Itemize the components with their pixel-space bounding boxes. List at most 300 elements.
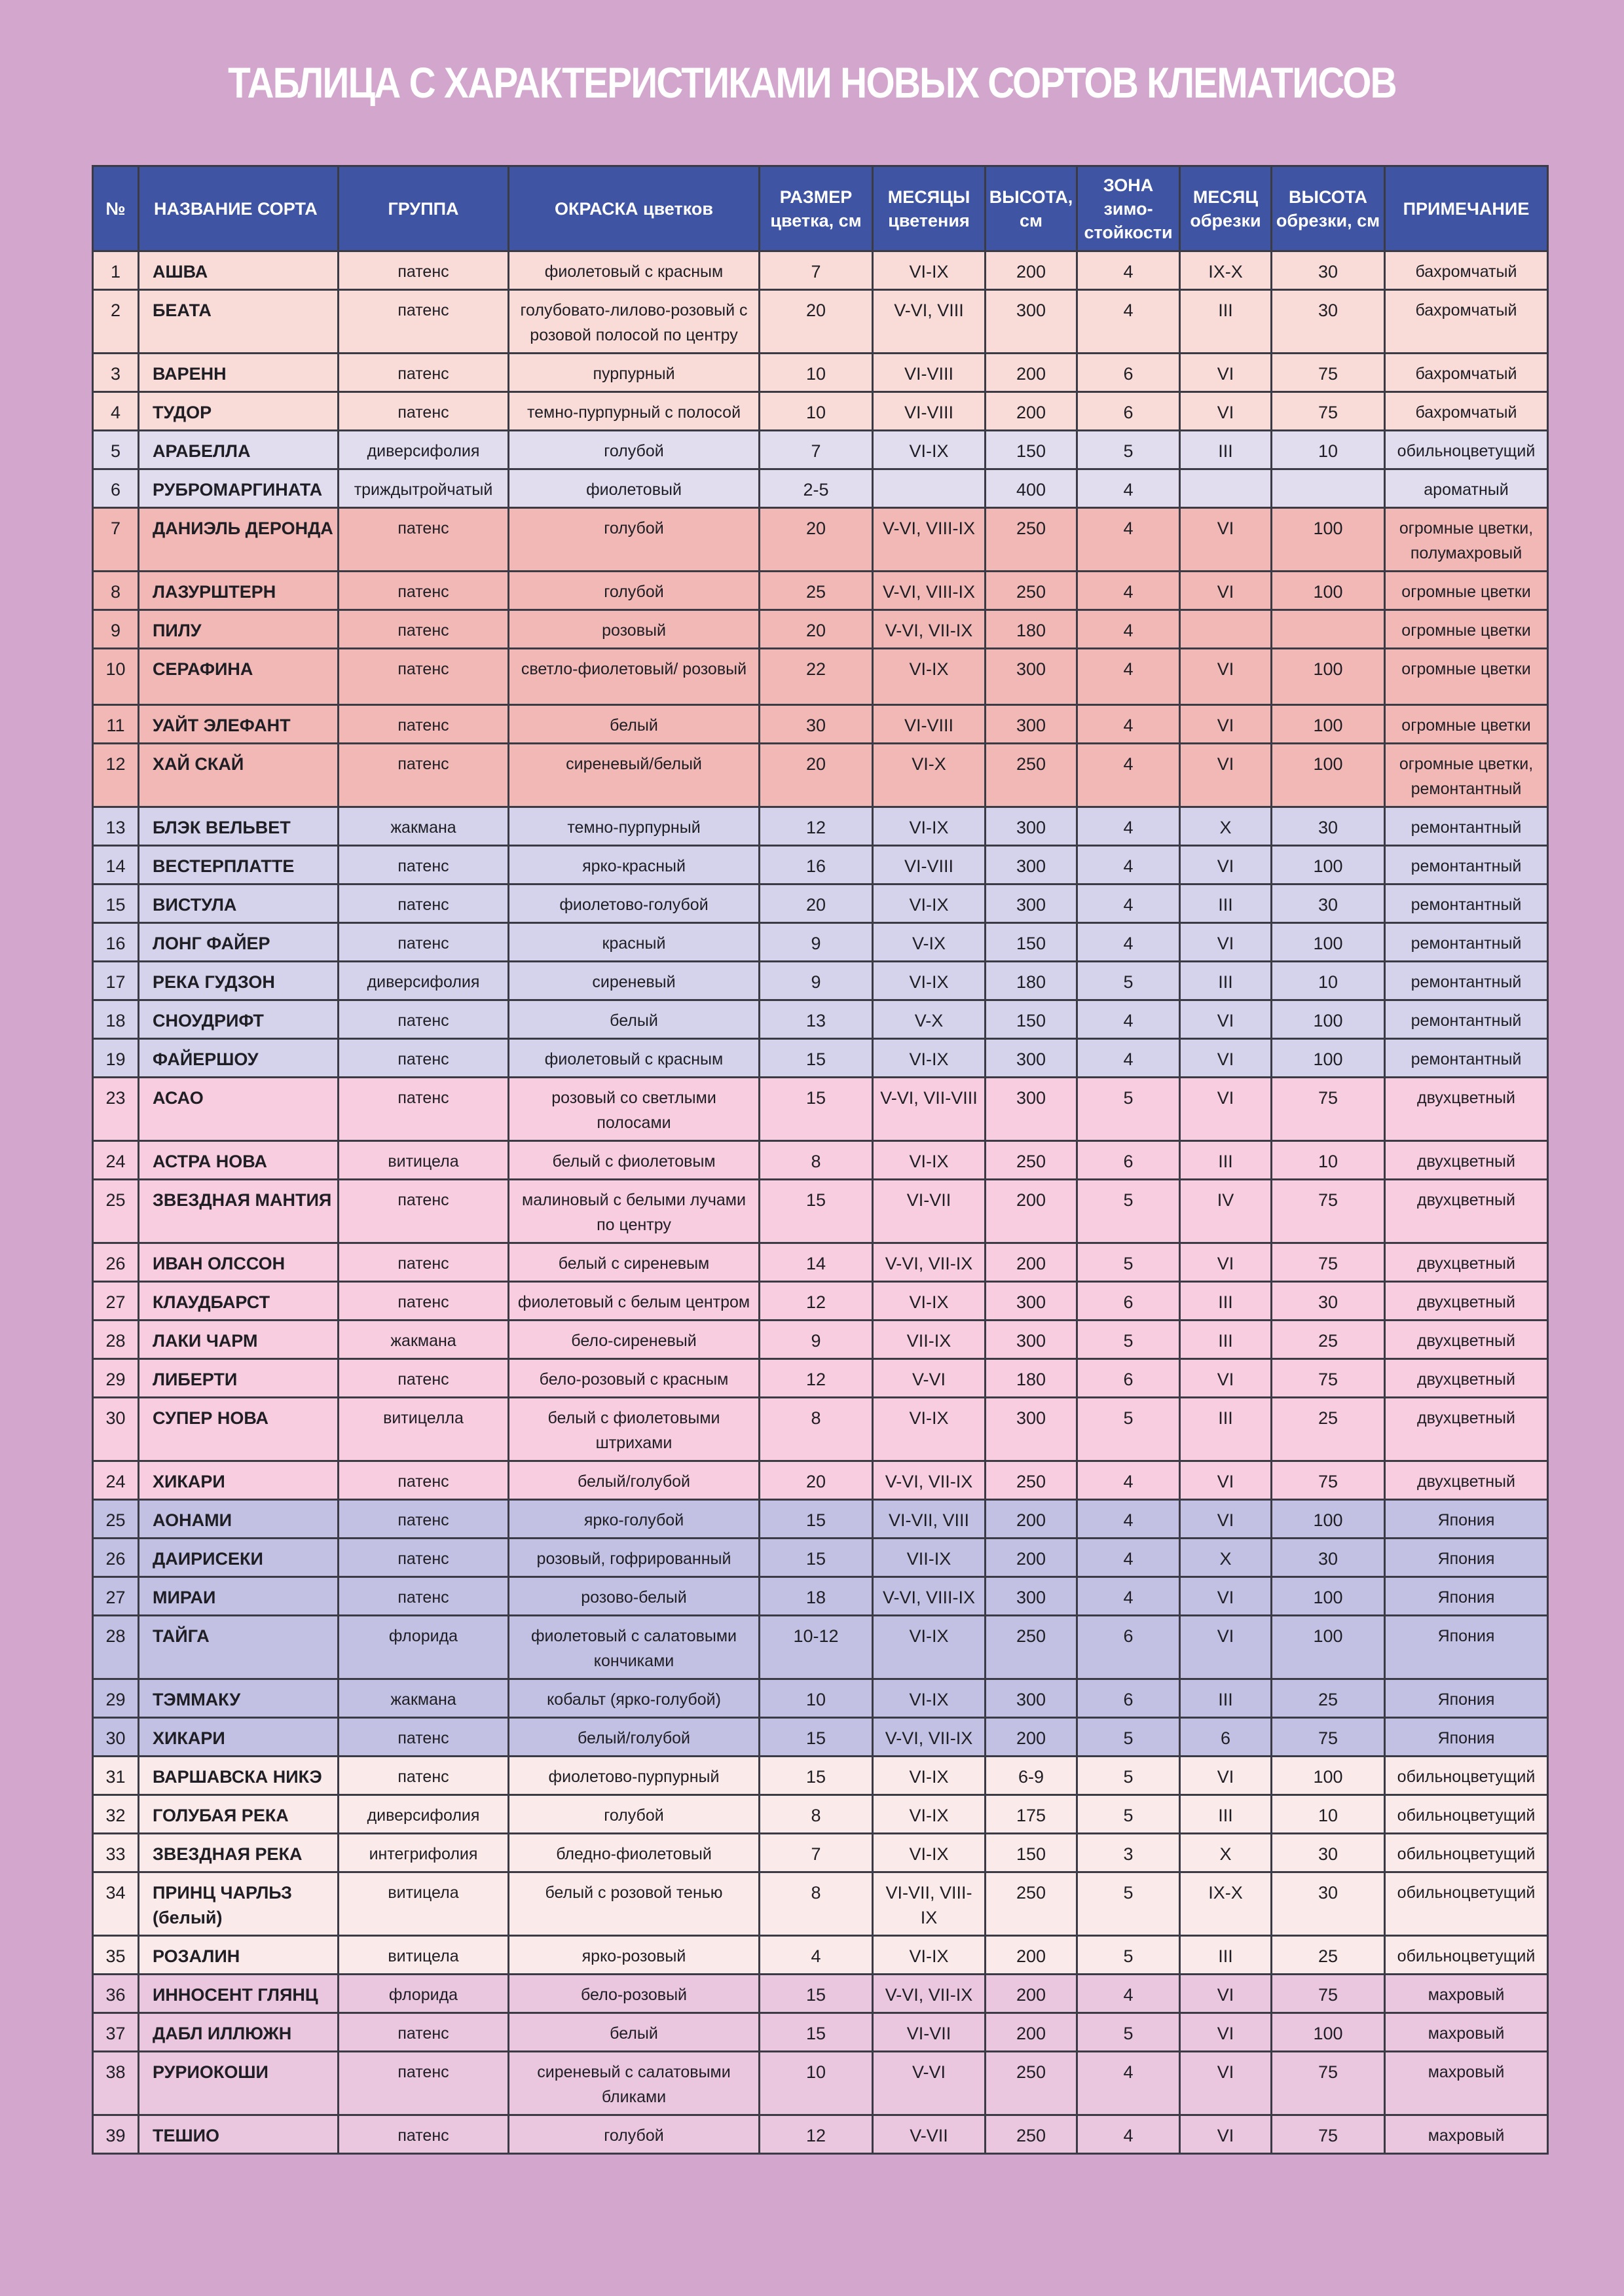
cell-hardiness-zone: 5: [1077, 1936, 1180, 1975]
cell-pruning-month: X: [1180, 1539, 1272, 1577]
cell-number: 2: [93, 290, 139, 354]
cell-flower-size: 12: [760, 807, 873, 846]
cell-bloom-months: VI-IX: [873, 1936, 986, 1975]
cell-hardiness-zone: 5: [1077, 2013, 1180, 2052]
cell-note: Япония: [1385, 1500, 1548, 1539]
cell-note: махровый: [1385, 2115, 1548, 2154]
cell-hardiness-zone: 4: [1077, 610, 1180, 649]
cell-group: патенс: [339, 290, 509, 354]
cell-hardiness-zone: 5: [1077, 1757, 1180, 1795]
cell-flower-size: 10: [760, 1679, 873, 1718]
cell-pruning-month: VI: [1180, 392, 1272, 431]
cell-note: обильноцветущий: [1385, 1795, 1548, 1834]
cell-height: 300: [986, 884, 1077, 923]
cell-flower-size: 18: [760, 1577, 873, 1616]
cell-bloom-months: VI-VIII: [873, 705, 986, 744]
clematis-table: [92, 165, 1549, 2155]
cell-number: 18: [93, 1000, 139, 1039]
cell-flower-size: 15: [760, 1500, 873, 1539]
cell-bloom-months: VI-IX: [873, 884, 986, 923]
table-row: [93, 1321, 1548, 1359]
cell-height: 200: [986, 1718, 1077, 1757]
table-row: [93, 962, 1548, 1000]
table-row: [93, 572, 1548, 610]
cell-group: патенс: [339, 1461, 509, 1500]
cell-hardiness-zone: 6: [1077, 1616, 1180, 1679]
cell-group: жакмана: [339, 807, 509, 846]
cell-number: 31: [93, 1757, 139, 1795]
column-header-bloom-months: МЕСЯЦЫ цветения: [873, 166, 986, 251]
cell-group: жакмана: [339, 1679, 509, 1718]
cell-pruning-month: III: [1180, 290, 1272, 354]
cell-hardiness-zone: 5: [1077, 1321, 1180, 1359]
table-row: [93, 649, 1548, 705]
table-row: [93, 705, 1548, 744]
cell-bloom-months: VI-VIII: [873, 846, 986, 884]
cell-hardiness-zone: 6: [1077, 1282, 1180, 1321]
cell-pruning-height: 100: [1272, 923, 1385, 962]
cell-bloom-months: V-VI: [873, 2052, 986, 2115]
cell-note: огромные цветки, полумахровый: [1385, 508, 1548, 572]
cell-hardiness-zone: 4: [1077, 2052, 1180, 2115]
cell-height: 300: [986, 705, 1077, 744]
cell-hardiness-zone: 6: [1077, 392, 1180, 431]
cell-flower-color: сиреневый с салатовыми бликами: [509, 2052, 760, 2115]
cell-note: огромные цветки, ремонтантный: [1385, 744, 1548, 807]
cell-pruning-month: III: [1180, 431, 1272, 469]
cell-pruning-month: VI: [1180, 1243, 1272, 1282]
cell-hardiness-zone: 4: [1077, 1975, 1180, 2013]
table-row: [93, 1718, 1548, 1757]
cell-flower-color: голубовато-лилово-розовый с розовой полосой по центру: [509, 290, 760, 354]
cell-group: патенс: [339, 1243, 509, 1282]
cell-hardiness-zone: 6: [1077, 1679, 1180, 1718]
cell-number: 6: [93, 469, 139, 508]
cell-height: 180: [986, 1359, 1077, 1398]
cell-group: флорида: [339, 1975, 509, 2013]
cell-pruning-month: VI: [1180, 354, 1272, 392]
cell-flower-color: фиолетовый с красным: [509, 251, 760, 290]
cell-hardiness-zone: 4: [1077, 1039, 1180, 1078]
cell-note: бахромчатый: [1385, 354, 1548, 392]
cell-number: 7: [93, 508, 139, 572]
cell-pruning-height: 10: [1272, 962, 1385, 1000]
cell-height: 150: [986, 1834, 1077, 1872]
cell-pruning-month: VI: [1180, 744, 1272, 807]
cell-flower-color: фиолетово-голубой: [509, 884, 760, 923]
cell-note: ремонтантный: [1385, 1000, 1548, 1039]
cell-pruning-height: 30: [1272, 1834, 1385, 1872]
table-header-row: [93, 166, 1548, 251]
table-row: [93, 1616, 1548, 1679]
cell-group: патенс: [339, 1359, 509, 1398]
cell-variety-name: РУБРОМАРГИНАТА: [139, 469, 339, 508]
cell-pruning-height: 25: [1272, 1679, 1385, 1718]
cell-group: патенс: [339, 1577, 509, 1616]
cell-group: витицела: [339, 1872, 509, 1936]
cell-flower-color: темно-пурпурный: [509, 807, 760, 846]
cell-bloom-months: VI-IX: [873, 1757, 986, 1795]
cell-height: 250: [986, 1616, 1077, 1679]
cell-group: патенс: [339, 2013, 509, 2052]
cell-flower-size: 10: [760, 354, 873, 392]
cell-height: 200: [986, 1975, 1077, 2013]
cell-flower-color: кобальт (ярко-голубой): [509, 1679, 760, 1718]
cell-hardiness-zone: 6: [1077, 354, 1180, 392]
cell-flower-size: 12: [760, 1359, 873, 1398]
column-header-note: ПРИМЕЧАНИЕ: [1385, 166, 1548, 251]
cell-hardiness-zone: 5: [1077, 1718, 1180, 1757]
cell-pruning-month: VI: [1180, 1757, 1272, 1795]
table-row: [93, 251, 1548, 290]
cell-height: 200: [986, 1936, 1077, 1975]
cell-flower-color: бело-розовый с красным: [509, 1359, 760, 1398]
cell-group: патенс: [339, 649, 509, 705]
cell-height: 150: [986, 923, 1077, 962]
cell-note: махровый: [1385, 1975, 1548, 2013]
cell-note: ароматный: [1385, 469, 1548, 508]
table-row: [93, 1577, 1548, 1616]
cell-flower-color: фиолетово-пурпурный: [509, 1757, 760, 1795]
cell-pruning-height: 30: [1272, 1282, 1385, 1321]
cell-pruning-month: III: [1180, 962, 1272, 1000]
table-row: [93, 1141, 1548, 1180]
cell-height: 180: [986, 610, 1077, 649]
cell-number: 39: [93, 2115, 139, 2154]
cell-flower-color: фиолетовый с белым центром: [509, 1282, 760, 1321]
cell-group: патенс: [339, 1718, 509, 1757]
cell-note: огромные цветки: [1385, 705, 1548, 744]
cell-bloom-months: VI-VII, VIII-IX: [873, 1872, 986, 1936]
cell-pruning-month: VI: [1180, 1078, 1272, 1141]
cell-flower-size: 15: [760, 1078, 873, 1141]
cell-pruning-month: III: [1180, 1321, 1272, 1359]
column-header-pruning-month: МЕСЯЦ обрезки: [1180, 166, 1272, 251]
cell-pruning-month: [1180, 469, 1272, 508]
cell-flower-color: белый: [509, 1000, 760, 1039]
cell-variety-name: МИРАИ: [139, 1577, 339, 1616]
cell-variety-name: УАЙТ ЭЛЕФАНТ: [139, 705, 339, 744]
cell-variety-name: ТАЙГА: [139, 1616, 339, 1679]
cell-flower-color: сиреневый/белый: [509, 744, 760, 807]
cell-bloom-months: VI-IX: [873, 1141, 986, 1180]
cell-variety-name: ЛАКИ ЧАРМ: [139, 1321, 339, 1359]
cell-number: 29: [93, 1359, 139, 1398]
cell-bloom-months: V-VI, VII-IX: [873, 610, 986, 649]
cell-height: 250: [986, 508, 1077, 572]
cell-flower-color: темно-пурпурный с полосой: [509, 392, 760, 431]
cell-flower-size: 13: [760, 1000, 873, 1039]
cell-height: 300: [986, 1039, 1077, 1078]
column-header-group: ГРУППА: [339, 166, 509, 251]
cell-note: бахромчатый: [1385, 392, 1548, 431]
cell-variety-name: ТУДОР: [139, 392, 339, 431]
cell-pruning-height: 75: [1272, 1243, 1385, 1282]
cell-pruning-height: 75: [1272, 1078, 1385, 1141]
cell-pruning-height: 30: [1272, 884, 1385, 923]
cell-note: двухцветный: [1385, 1243, 1548, 1282]
cell-height: 200: [986, 354, 1077, 392]
cell-flower-color: голубой: [509, 431, 760, 469]
table-row: [93, 846, 1548, 884]
cell-bloom-months: V-VI, VII-VIII: [873, 1078, 986, 1141]
cell-group: патенс: [339, 1078, 509, 1141]
cell-number: 24: [93, 1141, 139, 1180]
cell-group: патенс: [339, 1539, 509, 1577]
cell-group: патенс: [339, 354, 509, 392]
cell-note: Япония: [1385, 1718, 1548, 1757]
table-row: [93, 1398, 1548, 1461]
cell-hardiness-zone: 5: [1077, 1795, 1180, 1834]
cell-hardiness-zone: 4: [1077, 923, 1180, 962]
cell-flower-size: 20: [760, 508, 873, 572]
cell-group: патенс: [339, 846, 509, 884]
cell-number: 34: [93, 1872, 139, 1936]
cell-number: 1: [93, 251, 139, 290]
table-row: [93, 290, 1548, 354]
cell-height: 250: [986, 744, 1077, 807]
table-row: [93, 884, 1548, 923]
cell-hardiness-zone: 4: [1077, 744, 1180, 807]
table-row: [93, 431, 1548, 469]
cell-variety-name: АРАБЕЛЛА: [139, 431, 339, 469]
cell-variety-name: ЛАЗУРШТЕРН: [139, 572, 339, 610]
cell-flower-size: 4: [760, 1936, 873, 1975]
table-row: [93, 1282, 1548, 1321]
cell-variety-name: ФАЙЕРШОУ: [139, 1039, 339, 1078]
cell-hardiness-zone: 4: [1077, 649, 1180, 705]
cell-pruning-height: 10: [1272, 431, 1385, 469]
cell-variety-name: ХАЙ СКАЙ: [139, 744, 339, 807]
cell-pruning-month: VI: [1180, 2115, 1272, 2154]
cell-group: патенс: [339, 1282, 509, 1321]
table-body: [93, 251, 1548, 2154]
cell-flower-color: голубой: [509, 508, 760, 572]
cell-variety-name: ДАНИЭЛЬ ДЕРОНДА: [139, 508, 339, 572]
cell-variety-name: ДАИРИСЕКИ: [139, 1539, 339, 1577]
cell-pruning-month: VI: [1180, 2052, 1272, 2115]
cell-flower-color: голубой: [509, 2115, 760, 2154]
cell-number: 14: [93, 846, 139, 884]
cell-pruning-height: 25: [1272, 1321, 1385, 1359]
cell-note: Япония: [1385, 1679, 1548, 1718]
table-row: [93, 1539, 1548, 1577]
cell-group: диверсифолия: [339, 962, 509, 1000]
table-row: [93, 1000, 1548, 1039]
cell-number: 29: [93, 1679, 139, 1718]
cell-group: патенс: [339, 1039, 509, 1078]
cell-height: 300: [986, 1398, 1077, 1461]
cell-number: 15: [93, 884, 139, 923]
cell-pruning-height: 10: [1272, 1795, 1385, 1834]
cell-height: 150: [986, 1000, 1077, 1039]
cell-flower-size: 20: [760, 1461, 873, 1500]
table-row: [93, 1834, 1548, 1872]
cell-pruning-month: X: [1180, 807, 1272, 846]
page-title: ТАБЛИЦА С ХАРАКТЕРИСТИКАМИ НОВЫХ СОРТОВ КЛЕМАТИСОВ: [228, 58, 1396, 107]
cell-group: патенс: [339, 508, 509, 572]
cell-group: патенс: [339, 923, 509, 962]
cell-number: 10: [93, 649, 139, 705]
cell-group: диверсифолия: [339, 1795, 509, 1834]
cell-height: 300: [986, 1078, 1077, 1141]
cell-flower-color: сиреневый: [509, 962, 760, 1000]
cell-flower-color: ярко-голубой: [509, 1500, 760, 1539]
cell-bloom-months: V-VII: [873, 2115, 986, 2154]
cell-flower-size: 25: [760, 572, 873, 610]
cell-pruning-month: VI: [1180, 1039, 1272, 1078]
cell-flower-color: красный: [509, 923, 760, 962]
cell-bloom-months: VI-IX: [873, 1834, 986, 1872]
cell-bloom-months: VI-IX: [873, 1795, 986, 1834]
cell-hardiness-zone: 5: [1077, 431, 1180, 469]
cell-flower-color: розовый, гофрированный: [509, 1539, 760, 1577]
cell-pruning-month: X: [1180, 1834, 1272, 1872]
cell-note: двухцветный: [1385, 1078, 1548, 1141]
cell-height: 200: [986, 2013, 1077, 2052]
cell-pruning-month: III: [1180, 1141, 1272, 1180]
cell-pruning-height: 75: [1272, 2115, 1385, 2154]
cell-variety-name: ВЕСТЕРПЛАТТЕ: [139, 846, 339, 884]
cell-hardiness-zone: 4: [1077, 572, 1180, 610]
cell-flower-color: бело-сиреневый: [509, 1321, 760, 1359]
cell-bloom-months: VI-IX: [873, 1679, 986, 1718]
cell-variety-name: АОНАМИ: [139, 1500, 339, 1539]
cell-bloom-months: VI-VII, VIII: [873, 1500, 986, 1539]
cell-bloom-months: V-VI, VII-IX: [873, 1243, 986, 1282]
cell-flower-size: 12: [760, 2115, 873, 2154]
cell-hardiness-zone: 4: [1077, 508, 1180, 572]
cell-pruning-month: VI: [1180, 923, 1272, 962]
cell-height: 300: [986, 846, 1077, 884]
column-header-color: ОКРАСКА цветков: [509, 166, 760, 251]
cell-bloom-months: VI-IX: [873, 1282, 986, 1321]
cell-number: 17: [93, 962, 139, 1000]
cell-note: обильноцветущий: [1385, 431, 1548, 469]
cell-note: ремонтантный: [1385, 807, 1548, 846]
cell-number: 8: [93, 572, 139, 610]
cell-pruning-height: 75: [1272, 1975, 1385, 2013]
cell-bloom-months: VI-IX: [873, 1039, 986, 1078]
cell-flower-color: белый с сиреневым: [509, 1243, 760, 1282]
cell-pruning-height: 75: [1272, 354, 1385, 392]
cell-height: 250: [986, 2052, 1077, 2115]
cell-flower-size: 22: [760, 649, 873, 705]
cell-number: 26: [93, 1243, 139, 1282]
cell-pruning-month: VI: [1180, 1000, 1272, 1039]
cell-group: патенс: [339, 1000, 509, 1039]
cell-flower-color: белый/голубой: [509, 1461, 760, 1500]
cell-note: ремонтантный: [1385, 884, 1548, 923]
cell-pruning-height: 10: [1272, 1141, 1385, 1180]
cell-group: патенс: [339, 1180, 509, 1243]
cell-bloom-months: V-VI, VIII-IX: [873, 508, 986, 572]
cell-variety-name: БЛЭК ВЕЛЬВЕТ: [139, 807, 339, 846]
cell-group: витицела: [339, 1141, 509, 1180]
cell-pruning-height: 100: [1272, 1500, 1385, 1539]
cell-note: двухцветный: [1385, 1359, 1548, 1398]
cell-bloom-months: VI-IX: [873, 649, 986, 705]
cell-variety-name: ВИСТУЛА: [139, 884, 339, 923]
cell-bloom-months: VI-VII: [873, 1180, 986, 1243]
cell-flower-size: 7: [760, 431, 873, 469]
cell-variety-name: РЕКА ГУДЗОН: [139, 962, 339, 1000]
cell-bloom-months: V-VI, VIII: [873, 290, 986, 354]
table-row: [93, 2013, 1548, 2052]
cell-number: 36: [93, 1975, 139, 2013]
cell-note: двухцветный: [1385, 1180, 1548, 1243]
cell-variety-name: ХИКАРИ: [139, 1461, 339, 1500]
cell-hardiness-zone: 4: [1077, 1500, 1180, 1539]
cell-pruning-height: 30: [1272, 1539, 1385, 1577]
cell-bloom-months: VI-VIII: [873, 354, 986, 392]
cell-note: обильноцветущий: [1385, 1757, 1548, 1795]
cell-group: патенс: [339, 610, 509, 649]
cell-pruning-month: III: [1180, 1679, 1272, 1718]
column-header-hardiness-zone: ЗОНА зимо-стойкости: [1077, 166, 1180, 251]
cell-hardiness-zone: 6: [1077, 1141, 1180, 1180]
table-row: [93, 1243, 1548, 1282]
table-row: [93, 807, 1548, 846]
cell-flower-size: 8: [760, 1795, 873, 1834]
cell-hardiness-zone: 4: [1077, 251, 1180, 290]
cell-height: 200: [986, 251, 1077, 290]
cell-pruning-month: III: [1180, 1282, 1272, 1321]
table-row: [93, 469, 1548, 508]
cell-number: 32: [93, 1795, 139, 1834]
cell-pruning-month: VI: [1180, 2013, 1272, 2052]
cell-group: жакмана: [339, 1321, 509, 1359]
cell-pruning-month: IV: [1180, 1180, 1272, 1243]
cell-note: огромные цветки: [1385, 610, 1548, 649]
cell-height: 200: [986, 1500, 1077, 1539]
table-row: [93, 923, 1548, 962]
cell-number: 11: [93, 705, 139, 744]
cell-height: 250: [986, 572, 1077, 610]
cell-note: огромные цветки: [1385, 572, 1548, 610]
column-header-number: №: [93, 166, 139, 251]
cell-bloom-months: VI-IX: [873, 807, 986, 846]
cell-flower-size: 10: [760, 392, 873, 431]
cell-flower-size: 20: [760, 290, 873, 354]
cell-pruning-height: 100: [1272, 705, 1385, 744]
cell-flower-color: бело-розовый: [509, 1975, 760, 2013]
cell-bloom-months: V-VI, VIII-IX: [873, 572, 986, 610]
cell-flower-color: голубой: [509, 572, 760, 610]
cell-flower-size: 2-5: [760, 469, 873, 508]
cell-group: патенс: [339, 572, 509, 610]
cell-pruning-height: 100: [1272, 649, 1385, 705]
cell-variety-name: СЕРАФИНА: [139, 649, 339, 705]
cell-note: двухцветный: [1385, 1398, 1548, 1461]
cell-bloom-months: VI-IX: [873, 962, 986, 1000]
cell-pruning-height: 30: [1272, 290, 1385, 354]
cell-height: 300: [986, 649, 1077, 705]
cell-pruning-height: 100: [1272, 572, 1385, 610]
cell-group: диверсифолия: [339, 431, 509, 469]
table-row: [93, 1679, 1548, 1718]
cell-flower-size: 15: [760, 1539, 873, 1577]
cell-height: 300: [986, 290, 1077, 354]
cell-hardiness-zone: 4: [1077, 2115, 1180, 2154]
cell-variety-name: ЛИБЕРТИ: [139, 1359, 339, 1398]
cell-variety-name: ЗВЕЗДНАЯ МАНТИЯ: [139, 1180, 339, 1243]
cell-group: патенс: [339, 1500, 509, 1539]
cell-hardiness-zone: 6: [1077, 1359, 1180, 1398]
cell-variety-name: СУПЕР НОВА: [139, 1398, 339, 1461]
cell-number: 26: [93, 1539, 139, 1577]
cell-pruning-height: 100: [1272, 846, 1385, 884]
